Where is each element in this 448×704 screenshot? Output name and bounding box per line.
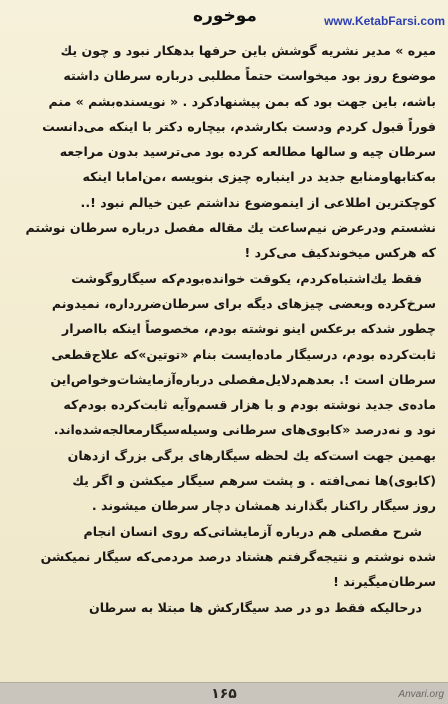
text-line: که هرکس میخوندکیف می‌کرد ! — [244, 245, 436, 261]
text-line: باشه، باین جهت بود که بمن پیشنهادکرد . « نویسنده‌بشم » منم — [48, 93, 436, 109]
footer-watermark: Anvari.org — [398, 689, 444, 700]
text-line: فقط یك‌اشتباه‌کردم، یکوقت خوانده‌بودم‌که سیگاروگوشت — [71, 270, 422, 286]
page-header — [0, 0, 448, 40]
text-line: به‌کتابهاومنابع جدید در اینباره چیزی بنویسه ،من‌امابا اینکه — [82, 169, 436, 185]
text-line: (کابوی)ها نمی‌افته . و پشت سرهم سیگار میکشن و اگر یك — [72, 473, 436, 489]
text-line: روز سیگار راکنار بگذارند همشان دچار سرطان میشوند . — [91, 498, 436, 514]
text-line: سرطان است !. بعدهم‌دلایل‌مفصلی درباره‌آزمایشات‌وخواص‌این — [50, 371, 436, 387]
text-line: نشستم ودرعرض نیم‌ساعت یك مقاله مفصل درباره سرطان نوشتم — [25, 220, 436, 236]
text-line: نود و نه‌درصد «کابوی‌های سرطانی وسیله‌سیگارمعالجه‌شده‌اند. — [53, 422, 436, 438]
text-line: کوچکترین اطلاعی از اینموضوع نداشتم عین خیالم نبود !.. — [80, 194, 436, 210]
text-line: درحالیکه فقط دو در صد سیگارکش ها مبتلا به سرطان — [88, 599, 422, 615]
text-line: شرح مفصلی هم درباره آزمایشاتی‌که روی انسان انجام — [83, 523, 422, 539]
text-line: ثابت‌کرده بودم، درسیگار ماده‌ایست بنام «توتین»که علاج‌قطعی — [51, 346, 436, 362]
page-number: ۱۶۵ — [211, 686, 237, 702]
text-line: شده نوشتم و نتیجه‌گرفتم هشتاد درصد مردمی‌که سیگار نمیکشن — [40, 548, 436, 564]
text-line: میره » مدیر نشریه گوشش باین حرفها بدهکار نبود و چون یك — [60, 43, 436, 58]
body-text — [10, 38, 436, 620]
text-line: سرطان‌میگیرند ! — [333, 574, 436, 590]
running-title: موخوره — [193, 6, 257, 26]
watermark-link[interactable]: www.KetabFarsi.com — [324, 14, 445, 28]
text-line: بهمین جهت است‌که یك لحظه سیگارهای برگی بزرگ ازدهان — [67, 447, 436, 463]
text-line: ماده‌ی جدید نوشته بودم و با هزار قسم‌وآیه ثابت‌کرده بودم‌که — [63, 397, 436, 413]
text-line: سرطان چیه و سالها مطالعه کرده بود می‌ترسید بدون مراجعه — [59, 144, 436, 160]
text-line: موضوع روز بود میخواست حتماً مطلبی درباره سرطان داشته — [63, 68, 436, 84]
text-line: فوراً قبول کردم ودست بکارشدم، بیچاره دکتر با اینکه می‌دانست — [42, 118, 436, 134]
text-line: چطور شدکه برعکس اینو نوشته بودم، مخصوصاً اینکه بااصرار — [61, 321, 436, 337]
text-line: سرخ‌کرده وبعضی چیزهای دیگه برای سرطان‌ضرر‌داره، نمیدونم — [51, 295, 436, 311]
